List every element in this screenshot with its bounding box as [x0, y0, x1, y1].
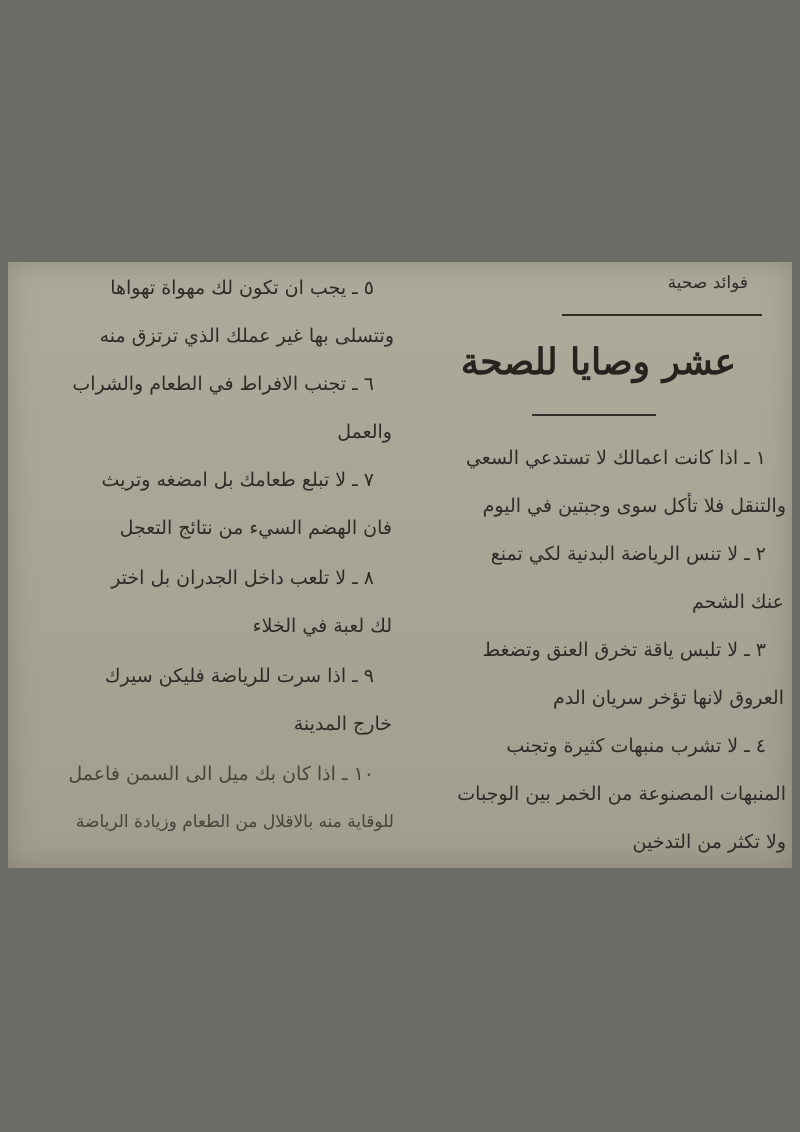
tip-1-line-2: والتنقل فلا تأكل سوى وجبتين في اليوم [482, 495, 786, 517]
tip-5-line-2: وتتسلى بها غير عملك الذي ترتزق منه [99, 325, 394, 347]
tip-8-line-1: ٨ ـ لا تلعب داخل الجدران بل اختر [111, 567, 374, 589]
tip-1-line-1: ١ ـ اذا كانت اعمالك لا تستدعي السعي [465, 447, 766, 469]
right-column [400, 262, 792, 868]
section-kicker: فوائد صحية [667, 273, 748, 293]
tip-10-line-1: ١٠ ـ اذا كان بك ميل الى السمن فاعمل [68, 763, 374, 785]
tip-3-line-2: العروق لانها تؤخر سريان الدم [552, 687, 784, 709]
tip-8-line-2: لك لعبة في الخلاء [252, 615, 392, 637]
tip-4-line-3: ولا تكثر من التدخين [632, 831, 786, 853]
tip-5-line-1: ٥ ـ يجب ان تكون لك مهواة تهواها [110, 277, 374, 299]
tip-2-line-1: ٢ ـ لا تنس الرياضة البدنية لكي تمنع [490, 543, 766, 565]
tip-7-line-2: فان الهضم السيء من نتائج التعجل [119, 517, 392, 539]
tip-7-line-1: ٧ ـ لا تبلع طعامك بل امضغه وتريث [101, 469, 374, 491]
tip-4-line-1: ٤ ـ لا تشرب منبهات كثيرة وتجنب [506, 735, 766, 757]
newspaper-clipping [8, 262, 792, 868]
tip-2-line-2: عنك الشحم [691, 591, 784, 613]
kicker-rule [562, 314, 762, 316]
tip-10-line-2: للوقاية منه بالاقلال من الطعام وزيادة الرياضة [75, 812, 394, 832]
left-column [8, 262, 400, 868]
tip-9-line-2: خارج المدينة [293, 713, 392, 735]
tip-9-line-1: ٩ ـ اذا سرت للرياضة فليكن سيرك [104, 665, 374, 687]
tip-4-line-2: المنبهات المصنوعة من الخمر بين الوجبات [457, 783, 786, 805]
title-rule [532, 414, 656, 416]
article-title: عشر وصايا للصحة [460, 341, 736, 383]
tip-6-line-2: والعمل [337, 421, 392, 443]
tip-3-line-1: ٣ ـ لا تلبس ياقة تخرق العنق وتضغط [482, 639, 766, 661]
tip-6-line-1: ٦ ـ تجنب الافراط في الطعام والشراب [72, 373, 374, 395]
